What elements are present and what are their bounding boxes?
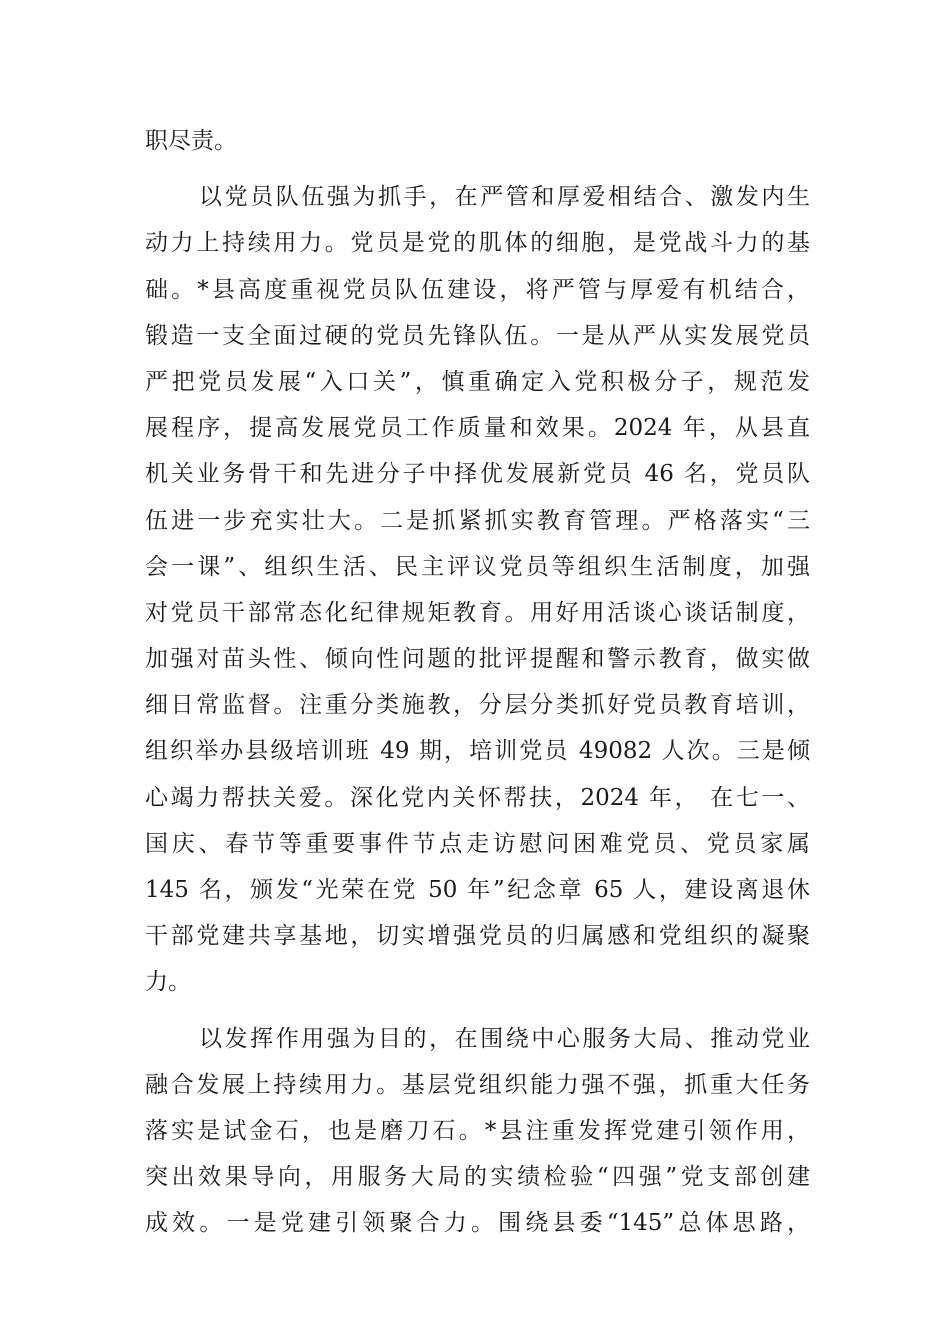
- text-line: 落实是试金石，也是磨刀石。*县注重发挥党建引领作用，: [145, 1117, 810, 1144]
- text-line: 机关业务骨干和先进分子中择优发展新党员 46 名，党员队: [145, 461, 810, 488]
- text-line: 组织举办县级培训班 49 期，培训党员 49082 人次。三是倾: [145, 738, 810, 765]
- text-line: 锻造一支全面过硬的党员先锋队伍。一是从严从实发展党员: [145, 322, 810, 349]
- text-line: 展程序，提高发展党员工作质量和效果。2024 年，从县直: [145, 415, 810, 442]
- paragraph-gap: [145, 164, 810, 174]
- text-line: 国庆、春节等重要事件节点走访慰问困难党员、党员家属: [145, 830, 810, 857]
- text-line: 突出效果导向，用服务大局的实绩检验“四强”党支部创建: [145, 1164, 810, 1191]
- text-line: 伍进一步充实壮大。二是抓紧抓实教育管理。严格落实“三: [145, 507, 810, 534]
- text-line: 严把党员发展“入口关”，慎重确定入党积极分子，规范发: [145, 368, 810, 395]
- text-line: 动力上持续用力。党员是党的肌体的细胞，是党战斗力的基: [145, 230, 810, 257]
- document-body: [145, 118, 810, 1247]
- text-line: 力。: [145, 969, 191, 996]
- text-line: 心竭力帮扶关爱。深化党内关怀帮扶，2024 年， 在七一、: [145, 784, 810, 811]
- text-line: 以发挥作用强为目的，在围绕中心服务大局、推动党业: [199, 1025, 810, 1052]
- text-line: 以党员队伍强为抓手，在严管和厚爱相结合、激发内生: [199, 184, 810, 211]
- text-line: 融合发展上持续用力。基层党组织能力强不强，抓重大任务: [145, 1071, 810, 1098]
- text-line: 干部党建共享基地，切实增强党员的归属感和党组织的凝聚: [145, 923, 810, 950]
- paragraph-party-member-team: [145, 174, 810, 1005]
- text-line: 145 名，颁发“光荣在党 50 年”纪念章 65 人，建设离退休: [145, 877, 810, 903]
- text-line: 加强对苗头性、倾向性问题的批评提醒和警示教育，做实做: [145, 646, 810, 673]
- text-line: 对党员干部常态化纪律规矩教育。用好用活谈心谈话制度，: [145, 599, 810, 626]
- paragraph-gap: [145, 1006, 810, 1016]
- text-line: 础。*县高度重视党员队伍建设，将严管与厚爱有机结合，: [145, 276, 810, 303]
- paragraph-role-performance: [145, 1016, 810, 1247]
- text-line: 细日常监督。注重分类施教，分层分类抓好党员教育培训，: [145, 692, 810, 719]
- text-line: 职尽责。: [145, 128, 237, 154]
- text-line: 成效。一是党建引领聚合力。围绕县委“145”总体思路，: [145, 1210, 810, 1237]
- paragraph-continuation: [145, 118, 810, 164]
- text-line: 会一课”、组织生活、民主评议党员等组织生活制度，加强: [145, 553, 810, 580]
